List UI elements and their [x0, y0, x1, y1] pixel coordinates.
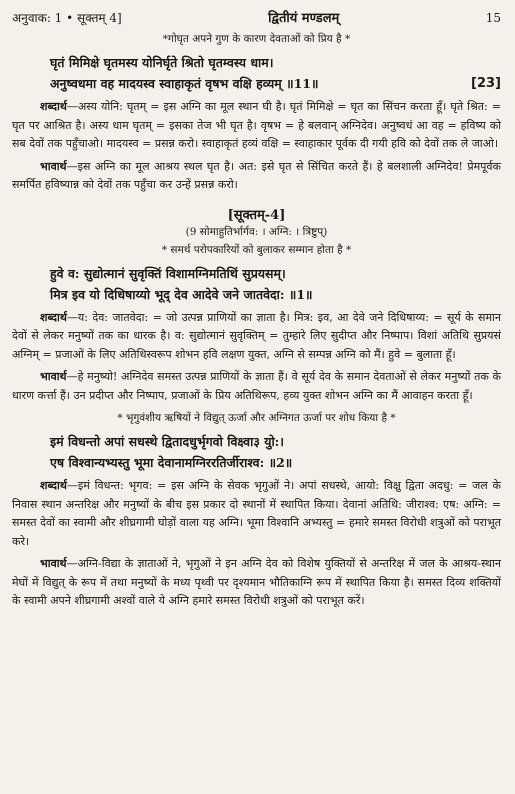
shabdartha-label: शब्दार्थ [40, 310, 67, 324]
shabdartha-paragraph [12, 98, 501, 154]
section-title: [सूक्तम्-4] [227, 207, 286, 223]
section-subtitle: (9 सोमाहुतिर्भार्गव: । अग्नि: । त्रिष्टुप्) [185, 225, 328, 238]
verse-line-1: इमं विधन्तो अपां सधस्थे द्वितादधुर्भृगवो विक्ष्वा३ युो:। [50, 434, 285, 449]
shabdartha-paragraph [12, 477, 501, 551]
bhavartha-label: भावार्थ [40, 159, 67, 173]
shabdartha-paragraph [12, 309, 501, 365]
verse-line-1: हुवे व: सुद्योत्मानं सुवृक्तिं विशामग्निमतिथिं सुप्रयसम्। [50, 265, 286, 281]
verse-line-2: एष विश्वान्यभ्यस्तु भूमा देवानामग्निररतिर्जीराश्व: ॥2॥ [50, 455, 293, 470]
verse [50, 431, 501, 473]
shabdartha-label: शब्दार्थ [40, 479, 67, 492]
block-3 [12, 411, 501, 611]
verse [50, 263, 501, 305]
bhavartha-text: —हे मनुष्यो! अग्निदेव समस्त उत्पन्न प्राणियों के ज्ञाता हैं। वे सूर्य देव के समान देवताओं से लेकर मनुष्यों तक के धारण कर्त्ता हैं। उन प्रदीप्त और निष्पाप, प्रजाओं के प्रिय अतिथिरूप, हव्य युक्त शोभन अग्नि का मैं आवाहन करता हूँ। [12, 370, 501, 402]
block-1 [12, 32, 501, 195]
shabdartha-text: —इमं विधन्त: भृगव: = इस अग्नि के सेवक भृगुओं ने। अपां सधस्थे, आयो: विक्षु द्विता अदधु: = जल के निवास स्थान अन्तरिक्ष और मनुष्यों के बीच इस प्रकार दो स्थानों में स्थापित किया। देवानां अतिथि: जीराश्व: एष: अग्नि: = समस्त देवों का स्वामी और शीघ्रगामी घोड़ों वाला यह अग्नि। भूमा विश्वानि अभ्यस्तु = हमारे समस्त विरोधी शत्रुओं को पराभूत करे। [12, 479, 501, 548]
bhavartha-label: भावार्थ [40, 557, 67, 570]
bhavartha-text: —इस अग्नि का मूल आश्रय स्थल घृत है। अत: इसे घृत से सिंचित करते हैं। हे बलशाली अग्निदेव! प्रेमपूर्वक समर्पित हविष्यान्न को देवों तक पहुँचा कर उन्हें प्रसन्न करो। [12, 159, 501, 191]
header-title: द्वितीयं मण्डलम् [268, 11, 340, 26]
topic-note: *गोघृत अपने गुण के कारण देवताओं को प्रिय है * [162, 33, 351, 45]
bhavartha-paragraph [12, 555, 501, 611]
topic-note: * भृगुवंशीय ऋषियों ने विद्युत् ऊर्जा और अग्निगत ऊर्जा पर शोध किया है * [117, 412, 396, 424]
shabdartha-text: —अस्य योनि: घृतम् = इस अग्नि का मूल स्थान घी है। घृतं मिमिक्षे = घृत का सिंचन करता हूँ। घृते श्रित: = घृत पर आश्रित है। अस्य धाम घृतम् = इसका तेज भी घृत है। वृषभ = हे बलवान् अग्निदेव। अनुष्वधं आ वह = हविष्य को सब देवों तक पहुँचाओ। मादयस्व = प्रसन्न करो। स्वाहाकृतं हव्यं वक्षि = स्वाहाकार पूर्वक दी गयी हवि को देवों तक ले जाओ। [12, 100, 501, 150]
header-left: अनुवाक: 1 • सूक्तम् 4] [12, 11, 122, 25]
page-header [12, 8, 501, 30]
bhavartha-paragraph [12, 368, 501, 405]
bhavartha-text: —अग्नि-विद्या के ज्ञाताओं ने, भृगुओं ने इन अग्नि देव को विशेष युक्तियों से अन्तरिक्ष में जल के आश्रय-स्थान मेघों में विद्युत् के रूप में तथा मनुष्यों के मध्य पृथ्वी पर दृश्यमान भौतिकाग्नि रूप में स्थापित किया है। समस्त दिव्य शक्तियों के स्वामी अपने शीघ्रगामी अश्वों वाले ये अग्नि हमारे समस्त विरोधी शत्रुओं को पराभूत करें। [12, 557, 501, 607]
verse-line-2: अनुष्वधमा वह मादयस्व स्वाहाकृतं वृषभ वक्षि हव्यम् ॥11॥ [50, 76, 319, 91]
topic-note: * समर्थ परोपकारियों को बुलाकर सम्मान होता है * [161, 243, 352, 256]
verse-number: [23] [471, 76, 501, 91]
verse-line-1: घृतं मिमिक्षे घृतमस्य योनिर्घृते श्रितो घृतम्वस्य धाम। [50, 55, 274, 70]
verse-line-2: मित्र इव यो दिधिषाय्यो भूद् देव आदेवे जने जातवेदा: ॥1॥ [50, 286, 313, 302]
block-2 [12, 243, 501, 406]
verse [50, 52, 501, 94]
page-number: 15 [485, 11, 501, 25]
bhavartha-label: भावार्थ [40, 370, 67, 383]
shabdartha-text: —य: देव: जातवेदा: = जो उत्पन्न प्राणियों का ज्ञाता है। मित्र: इव, आ देवे जने दिधिषाय्य: = सूर्य के समान देवों से लेकर मनुष्यों तक का धारक है। व: सुद्योत्मानं सुवृक्तिम् = तुम्हारे लिए सुदीप्त और निष्पाप। विशां अतिथि सुप्रयसं अग्निम् = प्रजाओं के लिए अतिथिस्वरूप शोभन हवि लक्षण युक्त, अग्नि से सम्पन्न अग्नि को मैं। हुवे = बुलाता हूँ। [12, 310, 501, 361]
shabdartha-label: शब्दार्थ [40, 100, 67, 113]
bhavartha-paragraph [12, 158, 501, 195]
